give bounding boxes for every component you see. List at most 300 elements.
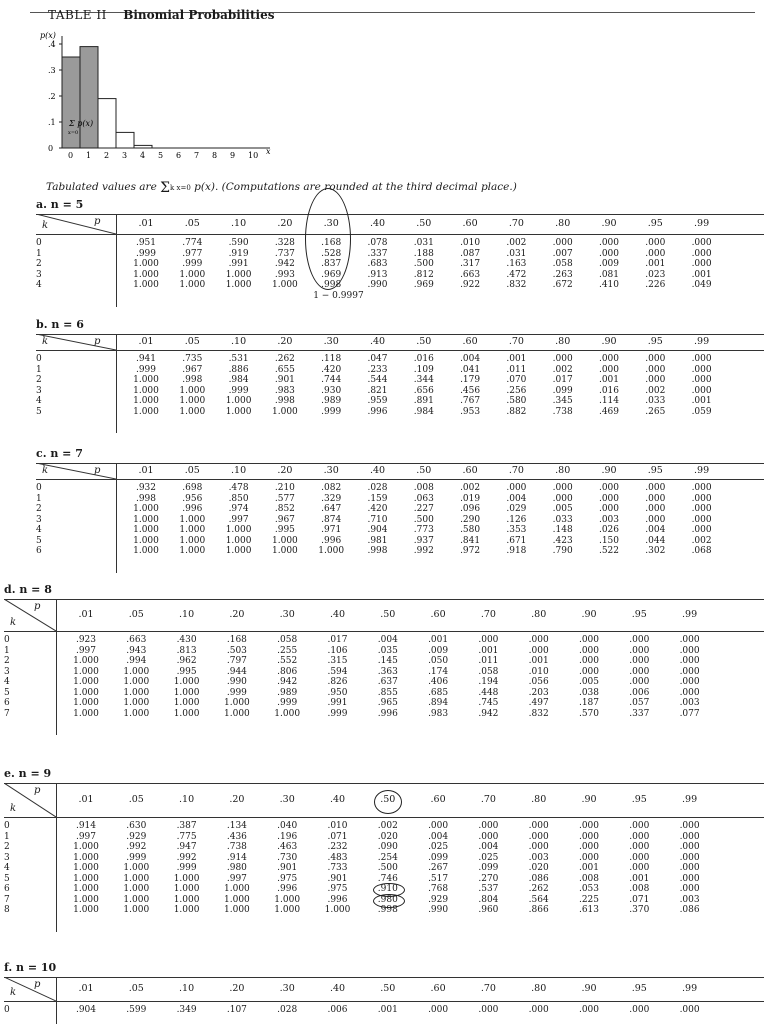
probability-cell: 1.000 — [133, 269, 159, 280]
probability-cell: .999 — [176, 863, 197, 873]
probability-cell: .832 — [528, 708, 549, 719]
row-k-value: 1 — [4, 831, 10, 842]
p-axis-label: p — [94, 465, 101, 476]
probability-cell: .962 — [176, 656, 197, 666]
row-k-value: 2 — [36, 375, 42, 385]
probability-cell: .423 — [552, 535, 573, 546]
probability-cell: .003 — [679, 894, 700, 905]
column-header-p: .50 — [416, 218, 432, 229]
probability-cell: 1.000 — [225, 546, 252, 556]
row-k-value: 6 — [4, 698, 10, 708]
probability-cell: 1.000 — [274, 708, 301, 719]
column-header-p: .10 — [231, 336, 247, 347]
column-header-p: .05 — [128, 609, 144, 620]
probability-cell: 1.000 — [274, 905, 301, 915]
row-k-value: 0 — [4, 635, 10, 645]
p-axis-label: p — [34, 601, 41, 612]
probability-cell: .225 — [578, 894, 600, 905]
column-header-p: .05 — [184, 465, 200, 476]
column-header-p: .30 — [279, 983, 295, 994]
column-header-p: .20 — [277, 336, 293, 347]
probability-cell: .984 — [413, 406, 434, 417]
column-header-p: .05 — [128, 794, 144, 805]
probability-cell: .001 — [478, 645, 499, 656]
table-header-rule — [36, 479, 764, 480]
probability-cell: .000 — [645, 364, 666, 375]
probability-cell: 1.000 — [133, 396, 159, 406]
probability-cell: .196 — [277, 831, 298, 842]
probability-cell: .932 — [135, 483, 157, 493]
k-axis-label: k — [10, 617, 17, 628]
probability-cell: .000 — [552, 354, 573, 364]
probability-cell: .901 — [274, 375, 295, 385]
row-k-value: 3 — [4, 852, 10, 863]
column-header-p: .99 — [682, 983, 698, 994]
probability-cell: .068 — [691, 546, 712, 556]
column-header-p: .40 — [369, 465, 386, 476]
probability-cell: .000 — [528, 1005, 549, 1015]
y-tick-label: .2 — [48, 92, 56, 101]
probability-cell: .020 — [377, 831, 398, 842]
y-tick-label: .4 — [48, 40, 56, 49]
probability-cell: .000 — [679, 656, 700, 666]
caption-prefix: Tabulated values are — [46, 181, 157, 193]
probability-cell: .544 — [367, 375, 388, 385]
column-header-p: .20 — [229, 609, 245, 620]
probability-cell: .017 — [552, 375, 573, 385]
probability-cell: .774 — [182, 238, 203, 248]
column-header-p: .20 — [277, 465, 293, 476]
probability-cell: .000 — [679, 645, 700, 656]
probability-cell: .000 — [578, 666, 600, 677]
probability-cell: .096 — [460, 504, 481, 514]
probability-cell: .000 — [598, 238, 620, 248]
probability-cell: .082 — [321, 483, 342, 493]
probability-cell: 1.000 — [225, 406, 252, 417]
probability-cell: .000 — [691, 259, 712, 269]
row-k-value: 1 — [36, 364, 42, 375]
probability-cell: .999 — [321, 406, 342, 417]
table-grid — [36, 463, 764, 573]
probability-cell: .500 — [413, 259, 434, 269]
probability-cell: .994 — [126, 656, 147, 666]
probability-cell: .044 — [645, 535, 666, 546]
handwritten-note: 1 − 0.9997 — [313, 290, 364, 301]
probability-cell: .002 — [552, 364, 573, 375]
probability-cell: .000 — [478, 1005, 499, 1015]
probability-cell: .290 — [460, 514, 481, 525]
column-header-p: .95 — [631, 983, 647, 994]
probability-cell: .891 — [413, 396, 434, 406]
histogram-bar — [134, 145, 152, 148]
probability-cell: .071 — [629, 894, 650, 905]
column-header-p: .80 — [555, 218, 571, 229]
x-tick-label: 1 — [86, 151, 92, 160]
probability-cell: .000 — [528, 635, 549, 645]
row-k-value: 4 — [36, 280, 42, 290]
probability-cell: .456 — [460, 385, 481, 396]
probability-cell: .000 — [578, 645, 600, 656]
probability-cell: .028 — [367, 483, 388, 493]
probability-cell: .363 — [377, 666, 398, 677]
probability-cell: .919 — [228, 248, 249, 259]
probability-cell: .001 — [377, 1005, 398, 1015]
probability-cell: .430 — [176, 635, 197, 645]
probability-cell: .989 — [321, 396, 342, 406]
probability-cell: .996 — [277, 884, 298, 894]
probability-cell: .942 — [274, 259, 295, 269]
probability-cell: .967 — [182, 364, 203, 375]
column-header-p: .20 — [229, 983, 245, 994]
column-header-p: .80 — [555, 465, 571, 476]
probability-cell: .000 — [679, 635, 700, 645]
probability-cell: .329 — [321, 493, 342, 504]
table-column-rule — [56, 977, 57, 1024]
probability-cell: .000 — [598, 248, 620, 259]
probability-cell: .000 — [629, 831, 650, 842]
column-header-p: .90 — [601, 465, 617, 476]
probability-cell: .000 — [679, 884, 700, 894]
probability-cell: 1.000 — [272, 406, 298, 417]
probability-cell: .950 — [327, 687, 348, 698]
probability-cell: .028 — [277, 1005, 298, 1015]
column-header-p: .30 — [279, 609, 295, 620]
column-header-p: .60 — [462, 336, 478, 347]
probability-cell: 1.000 — [133, 514, 159, 525]
probability-cell: .997 — [228, 514, 249, 525]
row-k-value: 1 — [4, 645, 10, 656]
probability-cell: .929 — [428, 894, 449, 905]
column-header-p: .40 — [369, 218, 386, 229]
probability-cell: 1.000 — [123, 666, 150, 677]
probability-cell: .850 — [228, 493, 249, 504]
probability-cell: .913 — [367, 269, 388, 280]
probability-cell: .894 — [428, 698, 449, 708]
probability-cell: .991 — [228, 259, 249, 269]
probability-cell: .145 — [377, 656, 398, 666]
probability-cell: .315 — [327, 656, 348, 666]
k-axis-label: k — [42, 220, 49, 231]
x-tick-label: 4 — [140, 151, 146, 160]
probability-cell: 1.000 — [224, 894, 250, 905]
probability-cell: .000 — [679, 687, 700, 698]
probability-cell: .081 — [598, 269, 620, 280]
probability-cell: .655 — [274, 364, 295, 375]
table-header-rule — [4, 1001, 764, 1002]
probability-cell: .841 — [460, 535, 481, 546]
probability-cell: .806 — [277, 666, 298, 677]
x-tick-label: 6 — [176, 151, 182, 160]
probability-cell: .344 — [413, 375, 434, 385]
row-k-value: 3 — [36, 385, 42, 396]
column-header-p: .90 — [601, 218, 617, 229]
probability-cell: 1.000 — [225, 525, 252, 535]
column-header-p: .70 — [508, 336, 524, 347]
column-header-p: .40 — [369, 336, 386, 347]
probability-cell: .746 — [377, 873, 398, 884]
probability-cell: .974 — [228, 504, 249, 514]
probability-cell: .813 — [176, 645, 197, 656]
probability-cell: .000 — [629, 863, 650, 873]
column-header-p: .60 — [430, 794, 446, 805]
probability-cell: .000 — [679, 831, 700, 842]
probability-cell: 1.000 — [179, 269, 206, 280]
probability-cell: .738 — [552, 406, 573, 417]
probability-cell: .969 — [321, 269, 342, 280]
table-label: c. n = 7 — [36, 447, 83, 460]
column-header-p: .95 — [631, 609, 647, 620]
probability-cell: .023 — [645, 269, 666, 280]
probability-cell: .001 — [629, 873, 650, 884]
probability-cell: .033 — [645, 396, 666, 406]
probability-cell: .996 — [321, 535, 342, 546]
probability-cell: .855 — [377, 687, 398, 698]
y-tick-label: .3 — [48, 66, 56, 75]
probability-cell: 1.000 — [123, 905, 150, 915]
probability-cell: .053 — [578, 884, 600, 894]
table-grid — [36, 214, 764, 307]
probability-cell: .832 — [506, 280, 527, 290]
probability-cell: .041 — [460, 364, 481, 375]
table-label: b. n = 6 — [36, 318, 84, 331]
probability-cell: .001 — [598, 375, 620, 385]
probability-cell: .040 — [277, 821, 298, 831]
probability-cell: .984 — [228, 375, 249, 385]
probability-cell: .738 — [226, 842, 247, 852]
column-header-p: .01 — [78, 794, 94, 805]
probability-cell: .998 — [367, 546, 388, 556]
probability-cell: .000 — [691, 354, 712, 364]
probability-cell: .004 — [506, 493, 527, 504]
probability-cell: .663 — [460, 269, 481, 280]
probability-cell: .998 — [135, 493, 157, 504]
probability-cell: .020 — [528, 863, 549, 873]
column-header-p: .50 — [380, 983, 396, 994]
column-header-p: .05 — [184, 218, 200, 229]
probability-cell: .000 — [578, 821, 600, 831]
probability-cell: 1.000 — [179, 525, 206, 535]
probability-cell: .000 — [578, 656, 600, 666]
probability-cell: 1.000 — [272, 535, 298, 546]
probability-cell: .000 — [629, 821, 650, 831]
probability-cell: .009 — [428, 645, 449, 656]
probability-cell: 1.000 — [73, 677, 99, 687]
probability-cell: .590 — [228, 238, 249, 248]
probability-cell: 1.000 — [173, 884, 200, 894]
probability-cell: .000 — [528, 831, 549, 842]
table-grid — [4, 599, 764, 735]
probability-cell: .003 — [679, 698, 700, 708]
probability-cell: .000 — [506, 483, 527, 493]
probability-cell: 1.000 — [123, 863, 150, 873]
probability-cell: .000 — [691, 525, 712, 535]
table-top-rule — [36, 463, 764, 464]
probability-cell: .981 — [367, 535, 388, 546]
probability-cell: 1.000 — [133, 259, 159, 269]
pen-circle-mark — [374, 790, 402, 814]
probability-cell: .025 — [428, 842, 449, 852]
probability-cell: .070 — [506, 375, 527, 385]
table-title: Binomial Probabilities — [123, 8, 275, 22]
probability-cell: .038 — [578, 687, 600, 698]
probability-cell: .821 — [367, 385, 388, 396]
probability-cell: .254 — [377, 852, 398, 863]
column-header-p: .30 — [323, 336, 339, 347]
row-k-value: 0 — [4, 1005, 10, 1015]
y-axis-label: p(x) — [40, 31, 56, 40]
probability-cell: 1.000 — [133, 406, 159, 417]
probability-cell: 1.000 — [73, 687, 99, 698]
probability-cell: 1.000 — [73, 708, 99, 719]
probability-cell: .000 — [645, 493, 666, 504]
x-tick-label: 7 — [194, 151, 200, 160]
probability-cell: .580 — [506, 396, 527, 406]
probability-cell: .000 — [428, 821, 449, 831]
probability-cell: 1.000 — [173, 905, 200, 915]
row-k-value: 0 — [4, 821, 10, 831]
probability-cell: .980 — [377, 894, 398, 905]
column-header-p: .50 — [380, 794, 396, 805]
probability-cell: .118 — [321, 354, 342, 364]
probability-cell: .992 — [413, 546, 434, 556]
column-header-p: .40 — [329, 983, 346, 994]
y-tick-label: .1 — [48, 118, 56, 127]
x-tick-label: 0 — [68, 151, 74, 160]
row-k-value: 1 — [36, 248, 42, 259]
pen-circle-mark — [373, 894, 405, 908]
probability-cell: .990 — [428, 905, 449, 915]
probability-cell: .999 — [135, 364, 157, 375]
row-k-value: 3 — [36, 269, 42, 280]
probability-cell: .000 — [629, 842, 650, 852]
probability-cell: .998 — [321, 280, 342, 290]
column-header-p: .50 — [380, 609, 396, 620]
probability-cell: .000 — [645, 375, 666, 385]
table-top-rule — [36, 334, 764, 335]
row-k-value: 7 — [4, 894, 10, 905]
column-header-p: .80 — [531, 794, 547, 805]
row-k-value: 5 — [4, 873, 10, 884]
column-header-p: .99 — [694, 218, 710, 229]
column-header-p: .10 — [179, 794, 195, 805]
probability-cell: .057 — [629, 698, 650, 708]
column-header-p: .60 — [462, 218, 478, 229]
probability-cell: .000 — [679, 852, 700, 863]
probability-cell: 1.000 — [133, 525, 159, 535]
probability-cell: 1.000 — [133, 375, 159, 385]
probability-cell: 1.000 — [73, 894, 99, 905]
probability-cell: .000 — [478, 831, 499, 842]
probability-cell: .990 — [226, 677, 247, 687]
column-header-p: .10 — [179, 609, 195, 620]
column-header-p: .20 — [229, 794, 245, 805]
probability-cell: .029 — [506, 504, 527, 514]
probability-cell: .972 — [460, 546, 481, 556]
probability-cell: .797 — [226, 656, 247, 666]
probability-cell: .086 — [679, 905, 700, 915]
probability-cell: .941 — [135, 354, 157, 364]
probability-cell: .937 — [413, 535, 434, 546]
probability-cell: .000 — [679, 842, 700, 852]
probability-cell: .580 — [460, 525, 481, 535]
probability-cell: 1.000 — [173, 708, 200, 719]
column-header-p: .95 — [647, 336, 663, 347]
probability-cell: 1.000 — [225, 269, 252, 280]
column-header-p: .99 — [682, 794, 698, 805]
probability-cell: .594 — [327, 666, 348, 677]
probability-cell: .263 — [552, 269, 573, 280]
probability-cell: .267 — [428, 863, 449, 873]
binomial-table-3 — [36, 447, 764, 573]
x-axis-label: x — [266, 147, 271, 156]
binomial-table-2 — [36, 318, 764, 433]
probability-cell: .000 — [679, 1005, 700, 1015]
probability-cell: 1.000 — [324, 905, 351, 915]
probability-cell: .016 — [598, 385, 620, 396]
probability-cell: .008 — [578, 873, 600, 884]
probability-cell: .000 — [679, 873, 700, 884]
column-header-p: .01 — [78, 983, 94, 994]
probability-cell: .353 — [506, 525, 527, 535]
probability-cell: 1.000 — [179, 535, 206, 546]
probability-cell: .999 — [228, 385, 249, 396]
probability-cell: .942 — [277, 677, 298, 687]
probability-cell: .975 — [327, 884, 348, 894]
probability-cell: .010 — [460, 238, 481, 248]
histogram-bar — [80, 47, 98, 148]
probability-cell: .001 — [528, 656, 549, 666]
probability-cell: .001 — [428, 635, 449, 645]
probability-cell: .004 — [460, 354, 481, 364]
probability-cell: .901 — [277, 863, 298, 873]
probability-cell: .337 — [629, 708, 650, 719]
probability-cell: .999 — [126, 852, 147, 863]
probability-cell: .002 — [645, 385, 666, 396]
x-tick-label: 8 — [212, 151, 218, 160]
probability-cell: .227 — [413, 504, 434, 514]
probability-cell: .232 — [327, 842, 348, 852]
probability-cell: .000 — [629, 677, 650, 687]
y-tick-label: 0 — [48, 144, 54, 153]
probability-cell: 1.000 — [179, 514, 206, 525]
probability-cell: 1.000 — [179, 280, 206, 290]
probability-cell: 1.000 — [123, 687, 150, 698]
probability-cell: .980 — [226, 863, 247, 873]
probability-cell: .148 — [552, 525, 573, 535]
probability-cell: .026 — [598, 525, 620, 535]
histogram-bar — [116, 132, 134, 148]
probability-cell: .000 — [691, 238, 712, 248]
probability-cell: .971 — [321, 525, 342, 535]
probability-cell: .577 — [274, 493, 295, 504]
probability-cell: .090 — [377, 842, 398, 852]
probability-cell: .011 — [506, 364, 527, 375]
probability-cell: 1.000 — [73, 852, 99, 863]
x-tick-label: 2 — [104, 151, 110, 160]
probability-cell: .086 — [528, 873, 549, 884]
column-header-p: .10 — [231, 465, 247, 476]
probability-cell: .960 — [478, 905, 499, 915]
probability-cell: .570 — [578, 708, 600, 719]
binomial-table-1 — [36, 198, 764, 307]
probability-cell: .000 — [645, 504, 666, 514]
probability-cell: .000 — [578, 1005, 600, 1015]
x-tick-label: 5 — [158, 151, 164, 160]
probability-cell: .775 — [176, 831, 197, 842]
probability-cell: .647 — [321, 504, 342, 514]
probability-cell: 1.000 — [123, 708, 150, 719]
probability-cell: .999 — [277, 698, 298, 708]
